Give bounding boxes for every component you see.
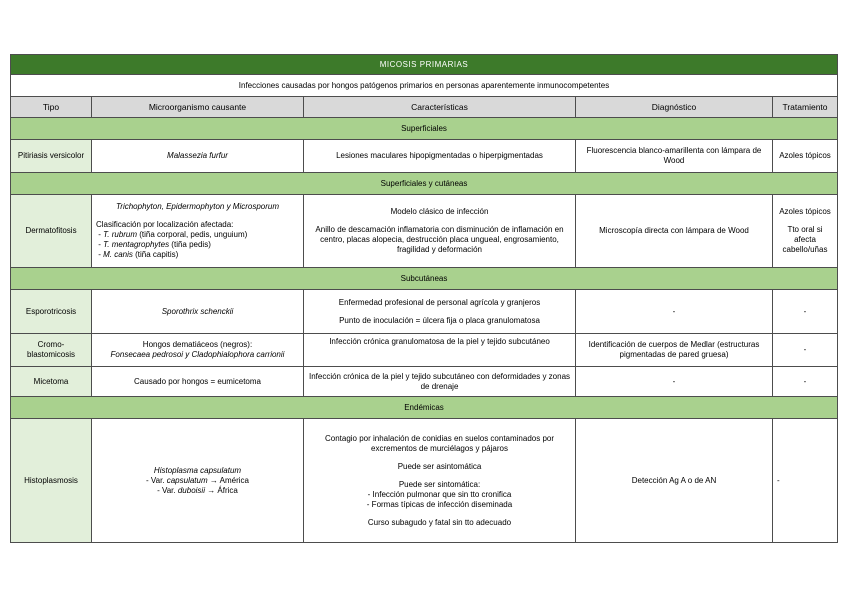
trat-cell: -: [773, 334, 838, 367]
caract-line: Contagio por inhalación de conidias en suelos contaminados por excrementos de murciélagos y pájaros: [324, 433, 555, 453]
caract-line: - Formas típicas de infección diseminada: [366, 499, 513, 509]
tipo-cell: Pitiriasis versicolor: [11, 140, 92, 173]
micro-classification: Clasificación por localización afectada:: [96, 220, 234, 229]
caract-cell: Infección crónica de la piel y tejido subcutáneo con deformidades y zonas de drenaje: [304, 367, 576, 397]
trat-cell: [773, 195, 838, 268]
species-name: T. mentagrophytes: [103, 240, 170, 249]
micro-cell: Sporothrix schenckii: [92, 290, 304, 334]
diag-cell: -: [576, 290, 773, 334]
micro-species-item: - T. mentagrophytes (tiña pedis): [96, 240, 211, 249]
trat-cell: -: [773, 419, 838, 543]
header-caracteristicas: Características: [304, 97, 576, 118]
species-name: M. canis: [103, 250, 133, 259]
spacer: [308, 454, 571, 462]
micro-line: Hongos dematiáceos (negros):: [142, 340, 253, 349]
spacer: [308, 217, 571, 225]
micro-cell: [92, 334, 304, 367]
species-desc: (tiña pedis): [169, 240, 211, 249]
tipo-cell: Histoplasmosis: [11, 419, 92, 543]
diag-cell: Detección Ag A o de AN: [576, 419, 773, 543]
tipo-cell: Esporotricosis: [11, 290, 92, 334]
micro-species: Fonsecaea pedrosoi y Cladophialophora carrionii: [110, 350, 285, 359]
trat-line: Azoles tópicos: [779, 207, 831, 216]
species-name: T. rubrum: [103, 230, 138, 239]
subtitle-row: [11, 75, 838, 97]
caract-cell: [304, 419, 576, 543]
section-endemicas: Endémicas: [11, 397, 838, 419]
caract-line: Curso subagudo y fatal sin tto adecuado: [367, 517, 512, 527]
caract-line: - Infección pulmonar que sin tto cronifica: [367, 489, 512, 499]
table-row-esporotricosis: [11, 290, 838, 334]
variant-suffix: → América: [207, 475, 249, 485]
spacer: [308, 308, 571, 316]
section-subcutaneas: Subcutáneas: [11, 268, 838, 290]
species-desc: (tiña corporal, pedis, unguium): [137, 230, 248, 239]
variant-prefix: - Var.: [157, 485, 178, 495]
header-row: [11, 97, 838, 118]
micro-cell: [92, 195, 304, 268]
caract-line: Modelo clásico de infección: [390, 207, 489, 216]
table-row-dermatofitosis: [11, 195, 838, 268]
trat-cell: -: [773, 367, 838, 397]
table-subtitle: Infecciones causadas por hongos patógenos primarios en personas aparentemente inmunocompetentes: [11, 75, 838, 97]
trat-line: Tto oral si afecta cabello/uñas: [782, 225, 828, 254]
tipo-cell: Dermatofitosis: [11, 195, 92, 268]
variant-prefix: - Var.: [145, 475, 167, 485]
table-row-micetoma: [11, 367, 838, 397]
table-row-pitiriasis: [11, 140, 838, 173]
header-tipo: Tipo: [11, 97, 92, 118]
spacer: [96, 212, 299, 220]
caract-cell: [304, 195, 576, 268]
spacer: [308, 510, 571, 518]
tipo-cell: Cromo-blastomicosis: [11, 334, 92, 367]
caract-cell: Lesiones maculares hipopigmentadas o hiperpigmentadas: [304, 140, 576, 173]
variant-name: duboisii: [177, 485, 205, 495]
title-row: [11, 55, 838, 75]
section-superficiales-cutaneas: Superficiales y cutáneas: [11, 173, 838, 195]
caract-cell: [304, 290, 576, 334]
micosis-table: [10, 54, 838, 543]
caract-line: Anillo de descamación inflamatoria con disminución de inflamación en centro, placas alopecia, destrucción placa ungueal, engrosamiento, fragilidad y deformación: [315, 225, 564, 254]
table-row-cromoblastomicosis: [11, 334, 838, 367]
trat-cell: Azoles tópicos: [773, 140, 838, 173]
spacer: [308, 472, 571, 480]
diag-cell: Fluorescencia blanco-amarillenta con lámpara de Wood: [576, 140, 773, 173]
species-desc: (tiña capitis): [132, 250, 179, 259]
section-row: [11, 397, 838, 419]
section-row: [11, 118, 838, 140]
variant-suffix: → África: [204, 485, 238, 495]
spacer: [777, 217, 833, 225]
micro-species-item: - T. rubrum (tiña corporal, pedis, unguium): [96, 230, 248, 239]
header-microorganismo: Microorganismo causante: [92, 97, 304, 118]
table-row-histoplasmosis: [11, 419, 838, 543]
micro-variant: [96, 486, 299, 496]
micro-cell: Malassezia furfur: [92, 140, 304, 173]
table-title: MICOSIS PRIMARIAS: [11, 55, 838, 75]
micro-cell: [92, 419, 304, 543]
section-superficiales: Superficiales: [11, 118, 838, 140]
trat-cell: -: [773, 290, 838, 334]
caract-line: Puede ser asintomática: [397, 461, 482, 471]
micro-species-item: - M. canis (tiña capitis): [96, 250, 179, 259]
tipo-cell: Micetoma: [11, 367, 92, 397]
section-row: [11, 173, 838, 195]
micro-variant: [96, 476, 299, 486]
header-tratamiento: Tratamiento: [773, 97, 838, 118]
micro-genera: Trichophyton, Epidermophyton y Microsporum: [115, 202, 280, 211]
micro-species: Histoplasma capsulatum: [153, 465, 242, 475]
micro-cell: Causado por hongos = eumicetoma: [92, 367, 304, 397]
caract-line: Punto de inoculación = úlcera fija o placa granulomatosa: [339, 315, 540, 325]
micosis-table-wrapper: [10, 54, 837, 543]
caract-line: Puede ser sintomática:: [398, 479, 481, 489]
caract-line: Enfermedad profesional de personal agrícola y granjeros: [338, 297, 541, 307]
section-row: [11, 268, 838, 290]
diag-cell: Identificación de cuerpos de Medlar (estructuras pigmentadas de pared gruesa): [576, 334, 773, 367]
diag-cell: Microscopía directa con lámpara de Wood: [576, 195, 773, 268]
header-diagnostico: Diagnóstico: [576, 97, 773, 118]
diag-cell: -: [576, 367, 773, 397]
caract-cell: Infección crónica granulomatosa de la piel y tejido subcutáneo: [304, 334, 576, 367]
variant-name: capsulatum: [166, 475, 208, 485]
